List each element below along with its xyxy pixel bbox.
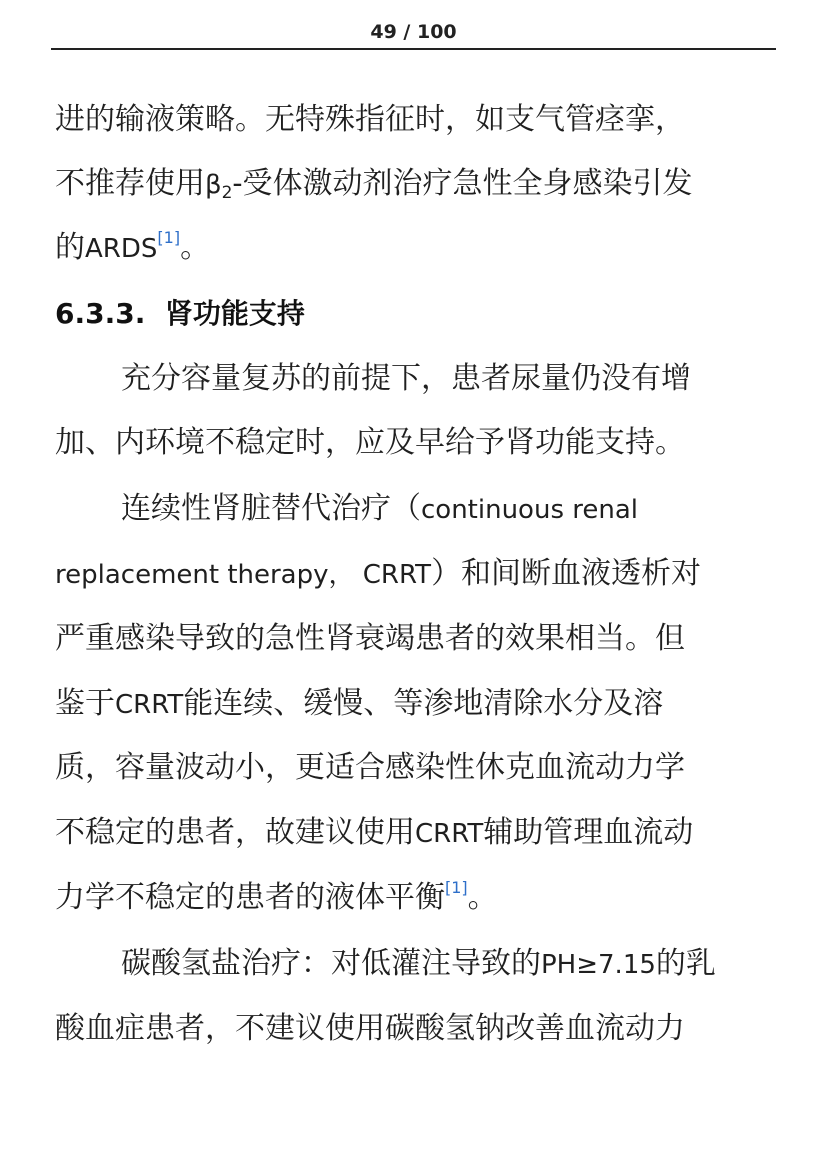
text-line-10 (55, 682, 663, 726)
text-segment: 的 (55, 230, 85, 265)
text-line-1 (55, 98, 685, 142)
text-segment-latin: PH≥7.15 (541, 950, 656, 980)
text-segment: 力学不稳定的患者的液体平衡 (55, 880, 445, 915)
text-segment-latin: continuous renal (421, 495, 639, 525)
text-segment-latin: replacement therapy， CRRT (55, 560, 432, 590)
beta-subscript: 2 (221, 183, 233, 203)
section-title: 肾功能支持 (164, 297, 305, 330)
text-line-7 (121, 487, 638, 531)
text-segment: 质，容量波动小，更适合感染性休克血流动力学 (55, 750, 685, 785)
text-segment: 不稳定的患者，故建议使用 (55, 815, 415, 850)
text-segment: 辅助管理血流动 (483, 815, 694, 850)
citation-link[interactable]: [1] (157, 228, 181, 247)
text-segment: 加、内环境不稳定时，应及早给予肾功能支持。 (55, 425, 685, 460)
text-line-5 (121, 357, 691, 401)
text-line-14 (121, 942, 716, 986)
section-number: 6.3.3. (55, 297, 146, 330)
text-segment: 充分容量复苏的前提下，患者尿量仍没有增 (121, 361, 691, 396)
text-segment: 能连续、缓慢、等渗地清除水分及溶 (183, 686, 664, 721)
text-segment: -受体激动剂治疗急性全身感染引发 (232, 166, 693, 201)
text-segment: 连续性肾脏替代治疗（ (121, 491, 421, 526)
text-segment: 。 (180, 230, 211, 265)
text-segment: 进的输液策略。无特殊指征时，如支气管痉挛， (55, 102, 685, 137)
text-segment-latin: CRRT (115, 690, 184, 720)
text-line-12 (55, 811, 693, 855)
section-heading (55, 292, 305, 336)
text-segment: 的乳 (655, 946, 716, 981)
text-line-6 (55, 421, 685, 465)
text-segment: ）和间断血液透析对 (431, 556, 702, 591)
text-segment: 鉴于 (55, 686, 115, 721)
text-line-8 (55, 552, 701, 596)
text-segment: 酸血症患者，不建议使用碳酸氢钠改善血流动力 (55, 1011, 685, 1046)
text-line-11 (55, 746, 685, 790)
page-indicator: 49 / 100 (370, 21, 457, 43)
beta-symbol: β (205, 170, 222, 200)
text-segment-latin: ARDS (85, 234, 158, 264)
text-line-3 (55, 226, 210, 270)
text-line-15 (55, 1007, 685, 1051)
text-segment: 碳酸氢盐治疗：对低灌注导致的 (121, 946, 541, 981)
text-line-2 (55, 162, 693, 206)
text-segment: 严重感染导致的急性肾衰竭患者的效果相当。但 (55, 621, 685, 656)
header-divider (51, 48, 776, 50)
text-segment: 不推荐使用 (55, 166, 205, 201)
text-line-13 (55, 876, 498, 920)
text-segment-latin: CRRT (415, 819, 484, 849)
text-line-9 (55, 617, 685, 661)
citation-link[interactable]: [1] (445, 878, 468, 897)
text-segment: 。 (467, 880, 498, 915)
